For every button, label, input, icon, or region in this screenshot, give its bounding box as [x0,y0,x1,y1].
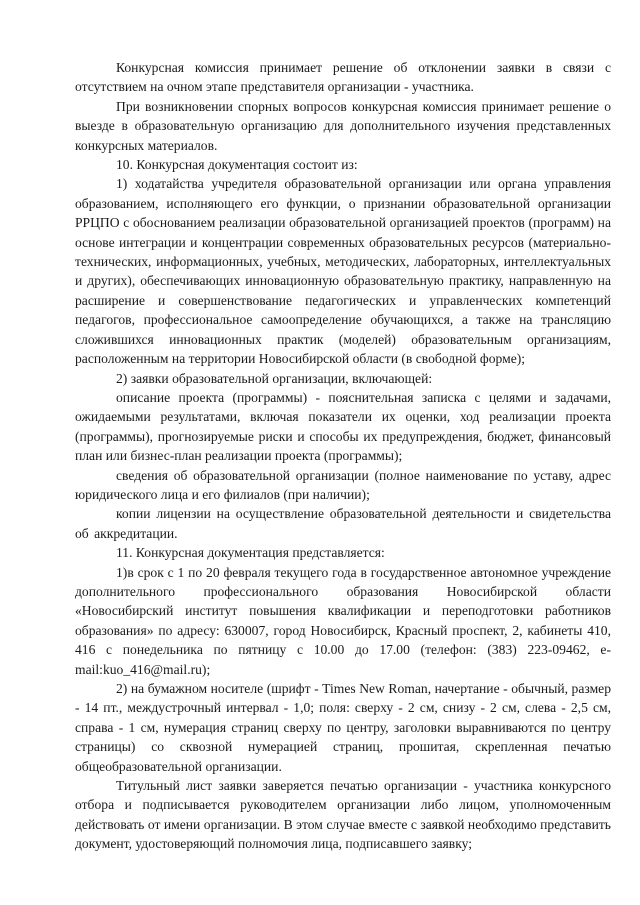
paragraph-paper-format: 2) на бумажном носителе (шрифт - Times New Roman, начертание - обычный, размер - 14 пт., междустрочный интервал - 1,0; поля: сверху - 2 см, снизу - 2 см, слева - 2,5 см, справа - 1 см, нумерация страниц сверху по центру, заголовки выравниваются по центру страницы) со сквозной нумерацией страниц, прошитая, скрепленная печатью общеобразовательной организации. [75,681,611,774]
document-body [75,58,611,854]
paragraph-disputes-visit: При возникновении спорных вопросов конкурсная комиссия принимает решение о выезде в образовательную организацию для дополнительного изучения представленных конкурсных материалов. [75,98,611,153]
paragraph-application-heading: 2) заявки образовательной организации, включающей: [116,370,433,386]
paragraph-submission-deadline: 1)в срок с 1 по 20 февраля текущего года в государственное автономное учреждение дополнительного профессионального образования Новосибирской области «Новосибирский институт повышения квалификации и переподготовки работников образования» по адресу: 630007, город Новосибирск, Красный проспект, 2, кабинеты 410, 416 с понедельника по пятницу с 10.00 до 17.00 (телефон: (383) 223-09462, e-mail:kuo_416@mail.ru); [75,564,611,677]
paragraph-organization-info: сведения об образовательной организации (полное наименование по уставу, адрес юридического лица и его филиалов (при наличии); [75,467,611,502]
paragraph-project-description: описание проекта (программы) - пояснительная записка с целями и задачами, ожидаемыми результатами, включая показатели их оценки, ход реализации проекта (программы), прогнозируемые риски и способы их предупреждения, бюджет, финансовый план или бизнес-план реализации проекта (программы); [75,389,611,464]
paragraph-petition: 1) ходатайства учредителя образовательной организации или органа управления образованием, исполняющего его функции, о признании образовательной организации РРЦПО с обоснованием реализации образовательной организацией проектов (программ) на основе интеграции и концентрации современных образовательных ресурсов (материально-технических, информационных, учебных, методических, лабораторных, интеллектуальных и других), обеспечивающих инновационную образовательную практику, направленную на расширение и совершенствование педагогических и управленческих компетенций педагогов, профессиональное самоопределение обучающихся, а также на трансляцию сложившихся инновационных практик (моделей) образовательным организациям, расположенным на территории Новосибирской области (в свободной форме); [75,176,611,367]
paragraph-section-10-heading: 10. Конкурсная документация состоит из: [116,157,358,173]
paragraph-rejection-absence: Конкурсная комиссия принимает решение об отклонении заявки в связи с отсутствием на очном этапе представителя организации - участника. [75,60,611,95]
paragraph-license-copies: копии лицензии на осуществление образовательной деятельности и свидетельства об аккредитации. [75,506,611,541]
paragraph-section-11-heading: 11. Конкурсная документация представляется: [116,545,385,561]
paragraph-title-page-certification: Титульный лист заявки заверяется печатью организации - участника конкурсного отбора и подписывается руководителем организации либо лицом, уполномоченным действовать от имени организации. В этом случае вместе с заявкой необходимо представить документ, удостоверяющий полномочия лица, подписавшего заявку; [75,778,611,852]
